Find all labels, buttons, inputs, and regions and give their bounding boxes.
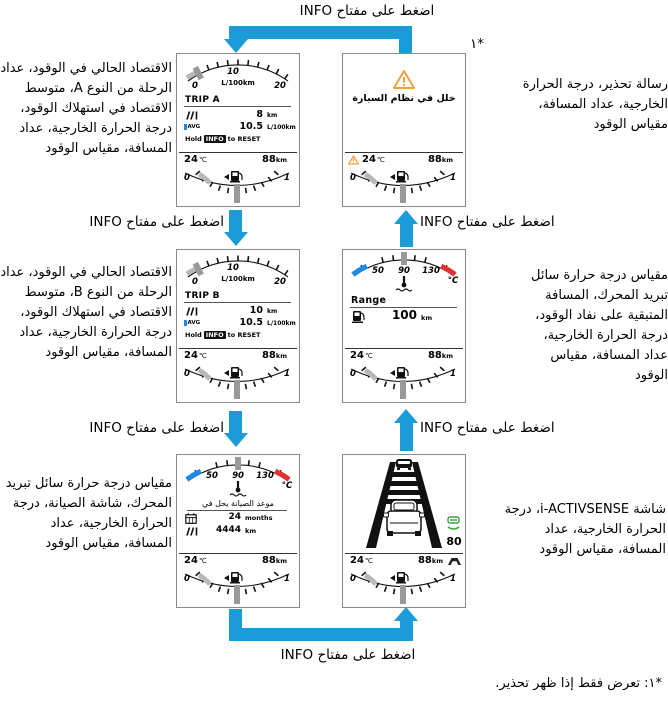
svg-text:20: 20 <box>274 277 286 287</box>
calendar-icon <box>185 513 197 524</box>
svg-text:1: 1 <box>284 369 290 379</box>
coolant-icon <box>230 481 246 496</box>
svg-text:1: 1 <box>450 173 456 183</box>
outside-temp-value: 24 <box>350 350 364 361</box>
svg-text:1: 1 <box>284 173 290 183</box>
lead-car-icon <box>396 459 412 470</box>
coolant-cold-band <box>187 471 201 479</box>
hold-info-hint: Hold INFO to RESET <box>185 135 261 143</box>
arrow-bottom-right-shaft <box>400 621 413 641</box>
arrow-down-head-icon-1 <box>224 232 248 246</box>
footnote-marker: *١ <box>470 36 485 52</box>
svg-text:90: 90 <box>232 471 244 481</box>
odometer: 88 km <box>261 350 287 361</box>
speed-limit-value: 80 <box>446 535 462 548</box>
svg-text:0: 0 <box>350 369 356 379</box>
arrow-up-head-icon-1 <box>394 210 418 224</box>
svg-text:0: 0 <box>350 173 356 183</box>
trip-distance-unit: km <box>267 308 278 315</box>
arrow-top-bar <box>229 26 412 39</box>
info-key-badge: INFO <box>205 135 224 143</box>
odometer: 88 km <box>427 154 453 165</box>
status-row: 24 ℃ 88 km <box>184 154 287 165</box>
trip-distance-unit: km <box>267 112 278 119</box>
svg-text:10: 10 <box>227 263 239 273</box>
fuel-economy-gauge <box>178 253 298 289</box>
arrow-top-right-shaft <box>399 26 412 53</box>
coolant-icon <box>396 276 412 291</box>
status-row: 24 ℃ 88 km <box>350 555 443 566</box>
avg-icon: AVG <box>184 320 200 326</box>
screen-warning <box>342 53 466 207</box>
status-row: 24 ℃ 88 km <box>184 555 287 566</box>
coolant-hot-band <box>441 266 455 274</box>
svg-text:20: 20 <box>274 81 286 91</box>
desc-maintenance: مقياس درجة حرارة سائل تبريد المحرك، شاشة الصيانة، درجة الحرارة الخارجية، عداد المسافة، مقياس الوقود <box>5 476 172 551</box>
odometer: 88 km <box>261 555 287 566</box>
fuel-gauge <box>343 571 463 607</box>
road-sign-gantry-icon <box>447 556 462 566</box>
svg-text:1: 1 <box>450 574 456 584</box>
press-info-label-right-2: اضغط على مفتاح INFO <box>420 420 555 436</box>
warning-triangle-icon <box>392 69 416 90</box>
own-car-icon <box>384 500 425 536</box>
trip-title: TRIP A <box>185 95 220 105</box>
screen-activsense <box>342 454 466 608</box>
fuel-economy-gauge <box>178 57 298 93</box>
trip-title: TRIP B <box>185 291 220 301</box>
fuel-gauge <box>177 170 297 206</box>
avg-consumption-unit: L/100km <box>267 320 296 327</box>
footnote: *١: تعرض فقط إذا ظهر تحذير. <box>495 676 662 691</box>
press-info-label-left-2: اضغط على مفتاح INFO <box>89 420 224 436</box>
svg-text:130: 130 <box>422 266 440 276</box>
coolant-temp-gauge <box>344 252 464 294</box>
warning-message: خلل في نظام السيارة <box>352 93 456 104</box>
hold-info-hint: Hold INFO to RESET <box>185 331 261 339</box>
outside-temp-value: 24 <box>184 555 198 566</box>
arrow-top-head-icon <box>224 39 248 53</box>
maintenance-title: موعد الصيانة يحل في <box>202 499 274 508</box>
svg-text:0: 0 <box>184 173 190 183</box>
fuel-zone-band <box>199 174 210 183</box>
desc-trip-a: الاقتصاد الحالي في الوقود، عداد الرحلة من النوع A، متوسط الاقتصاد في استهلاك الوقود، درجة الحرارة الخارجية، عداد المسافة، مقياس الوقود <box>0 61 172 156</box>
arrow-up-head-icon-2 <box>394 409 418 423</box>
press-info-label-left-1: اضغط على مفتاح INFO <box>89 214 224 230</box>
avg-icon: AVG <box>184 124 200 130</box>
avg-consumption-value: 10.5 <box>239 317 263 328</box>
trip-meter-icon <box>185 307 198 316</box>
maintenance-months-value: 24 <box>228 512 241 522</box>
activsense-road-view <box>344 456 464 551</box>
trip-meter-icon <box>185 527 198 536</box>
fuel-gauge <box>343 170 463 206</box>
maintenance-distance-unit: km <box>245 527 257 535</box>
cruise-radar-icon <box>448 517 459 529</box>
svg-text:0: 0 <box>350 574 356 584</box>
trip-meter-icon <box>185 111 198 120</box>
coolant-cold-band <box>353 266 367 274</box>
svg-text:L/100km: L/100km <box>221 275 255 283</box>
coolant-hot-band <box>275 471 289 479</box>
fuel-pump-icon <box>224 171 242 183</box>
outside-temp-value: 24 <box>184 154 198 165</box>
arrow-up-shaft-2 <box>400 423 413 451</box>
fuel-gauge <box>343 366 463 402</box>
svg-text:50: 50 <box>372 266 384 276</box>
arrow-down-shaft-2 <box>229 411 242 433</box>
fuel-pump-icon <box>352 310 366 324</box>
svg-text:0: 0 <box>184 574 190 584</box>
range-value: 100 <box>391 308 417 322</box>
odometer: 88 km <box>261 154 287 165</box>
arrow-bottom-bar <box>229 628 413 641</box>
svg-text:0: 0 <box>184 369 190 379</box>
arrow-down-head-icon-2 <box>224 433 248 447</box>
status-row: 24 ℃ 88 km <box>184 350 287 361</box>
fuel-pump-icon <box>390 572 408 584</box>
desc-range: مقياس درجة حرارة سائل تبريد المحرك، المسافة المتبقية على نفاد الوقود، درجة الحرارة الخارجية، عداد المسافة، مقياس الوقود <box>531 268 668 383</box>
odometer: 88 km <box>417 555 443 566</box>
svg-text:0: 0 <box>192 277 198 287</box>
arrow-bottom-head-icon <box>394 607 418 621</box>
info-key-badge: INFO <box>205 331 224 339</box>
avg-consumption-value: 10.5 <box>239 121 263 132</box>
fuel-gauge <box>177 366 297 402</box>
maintenance-months-unit: months <box>245 514 273 522</box>
svg-text:50: 50 <box>206 471 218 481</box>
outside-temp-value: 24 <box>362 154 376 165</box>
outside-temp-value: 24 <box>350 555 364 566</box>
avg-consumption-unit: L/100km <box>267 124 296 131</box>
press-info-label-top: اضغط على مفتاح INFO <box>299 3 435 19</box>
svg-text:130: 130 <box>256 471 274 481</box>
svg-text:L/100km: L/100km <box>221 79 255 87</box>
fuel-gauge <box>177 571 297 607</box>
coolant-temp-gauge <box>178 457 298 499</box>
desc-warning: رسالة تحذير، درجة الحرارة الخارجية، عداد المسافة، مقياس الوقود <box>522 77 668 132</box>
press-info-label-right-1: اضغط على مفتاح INFO <box>420 214 555 230</box>
screen-trip-a <box>176 53 300 207</box>
fuel-pump-icon <box>390 171 408 183</box>
screen-range <box>342 249 466 403</box>
svg-text:1: 1 <box>450 369 456 379</box>
status-row: 24 ℃ 88 km <box>350 350 453 361</box>
fuel-pump-icon <box>224 572 242 584</box>
gauge-needle <box>195 67 201 79</box>
gauge-needle <box>195 263 201 275</box>
screen-maintenance <box>176 454 300 608</box>
status-row: 24 ℃ 88 km <box>362 154 453 165</box>
range-title: Range <box>351 295 387 306</box>
maintenance-distance-value: 4444 <box>215 525 241 535</box>
trip-distance-value: 10 <box>249 305 263 316</box>
range-unit: km <box>421 314 433 322</box>
odometer: 88 km <box>427 350 453 361</box>
svg-text:°C: °C <box>447 276 459 286</box>
svg-text:1: 1 <box>284 574 290 584</box>
svg-text:0: 0 <box>192 81 198 91</box>
screen-trip-b <box>176 249 300 403</box>
trip-distance-value: 8 <box>256 109 263 120</box>
gauge-zone-band <box>187 72 196 78</box>
fuel-pump-icon <box>224 367 242 379</box>
press-info-label-bottom: اضغط على مفتاح INFO <box>280 647 416 663</box>
svg-text:90: 90 <box>398 266 410 276</box>
svg-text:10: 10 <box>227 67 239 77</box>
arrow-up-shaft-1 <box>400 224 413 247</box>
outside-temp-value: 24 <box>184 350 198 361</box>
desc-activsense: شاشة i-ACTIVSENSE، درجة الحرارة الخارجية، عداد المسافة، مقياس الوقود <box>504 502 666 557</box>
desc-trip-b: الاقتصاد الحالي في الوقود، عداد الرحلة من النوع B، متوسط الاقتصاد في استهلاك الوقود، درجة الحرارة الخارجية، عداد المسافة، مقياس الوقود <box>0 265 172 360</box>
svg-text:°C: °C <box>281 481 293 491</box>
arrow-down-shaft-1 <box>229 210 242 232</box>
fuel-pump-icon <box>390 367 408 379</box>
